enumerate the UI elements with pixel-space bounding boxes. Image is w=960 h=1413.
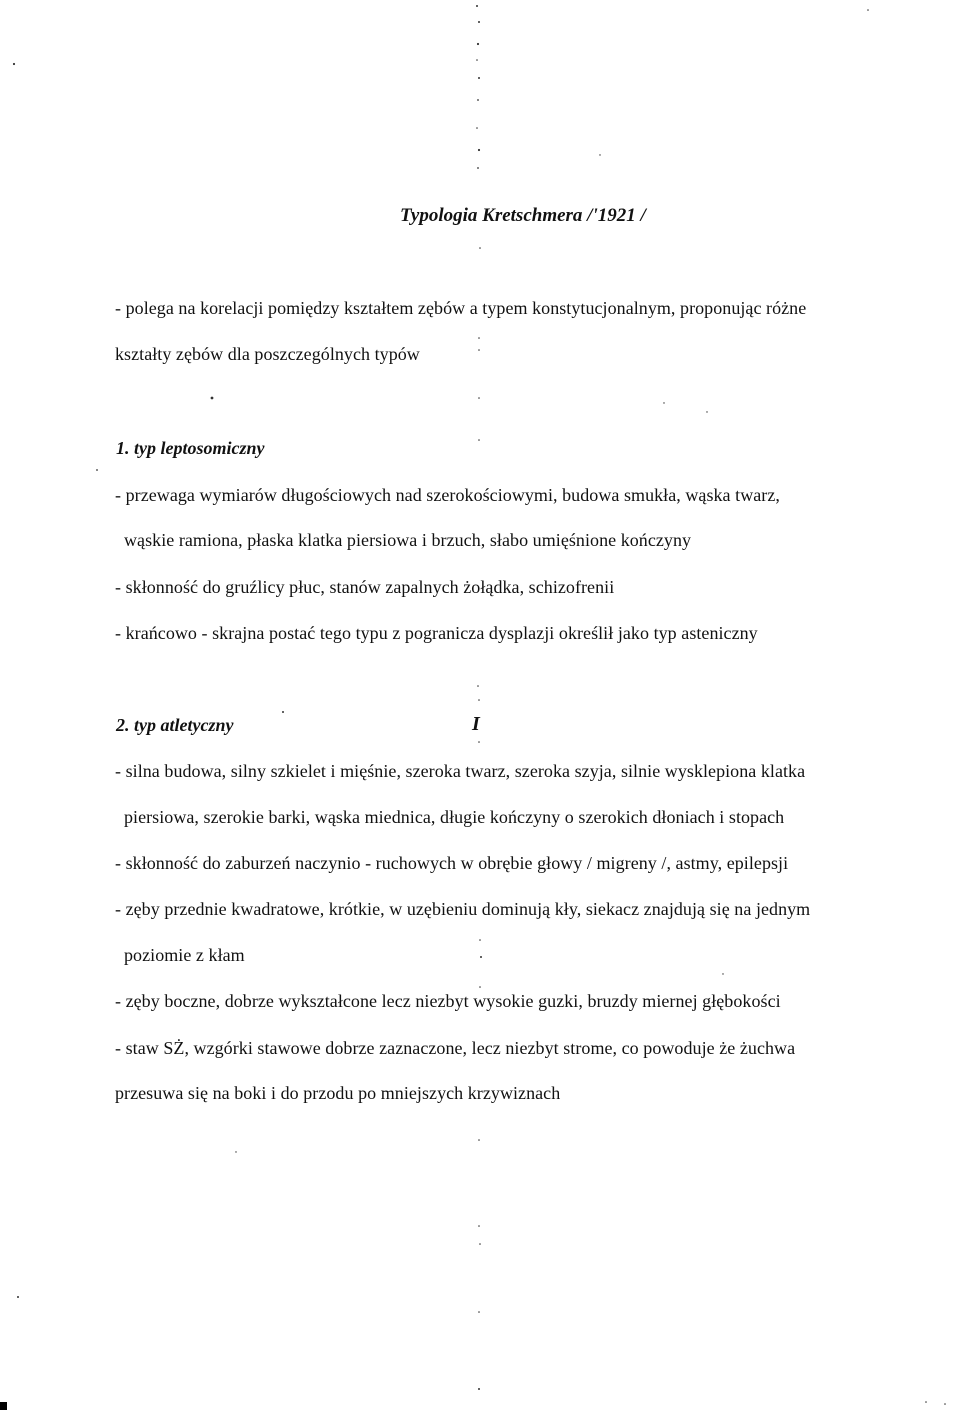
section-2-line: - silna budowa, silny szkielet i mięśnie, szeroka twarz, szeroka szyja, silnie wysklepiona klatka	[115, 761, 806, 781]
section-2-line: - zęby boczne, dobrze wykształcone lecz niezbyt wysokie guzki, bruzdy miernej głębokości	[115, 991, 781, 1011]
section-2-line: piersiowa, szerokie barki, wąska miednica, długie kończyny o szerokich dłoniach i stopach	[124, 807, 785, 827]
section-1-line: wąskie ramiona, płaska klatka piersiowa i brzuch, słabo umięśnione kończyny	[124, 530, 692, 550]
intro-line-2: kształty zębów dla poszczególnych typów	[115, 344, 420, 364]
section-1-line: - skłonność do gruźlicy płuc, stanów zapalnych żołądka, schizofrenii	[115, 577, 615, 597]
section-2-line: - zęby przednie kwadratowe, krótkie, w uzębieniu dominują kły, siekacz znajdują się na jednym	[115, 899, 811, 919]
section-2-line: - staw SŻ, wzgórki stawowe dobrze zaznaczone, lecz niezbyt strome, co powoduje że żuchwa	[115, 1038, 796, 1058]
section-2-heading: 2. typ atletyczny	[116, 715, 234, 735]
document-title: Typologia Kretschmera /'1921 /	[400, 205, 646, 226]
section-2-line: przesuwa się na boki i do przodu po mniejszych krzywiznach	[115, 1083, 561, 1103]
section-1-heading: 1. typ leptosomiczny	[116, 438, 265, 458]
scan-corner-mark	[0, 1402, 7, 1410]
section-2-line: poziomie z kłam	[124, 945, 245, 965]
margin-mark: I	[472, 713, 480, 735]
intro-line-1: - polega na korelacji pomiędzy kształtem zębów a typem konstytucjonalnym, proponując różne	[115, 298, 807, 318]
section-1-line: - przewaga wymiarów długościowych nad szerokościowymi, budowa smukła, wąska twarz,	[115, 485, 780, 505]
section-1-line: - krańcowo - skrajna postać tego typu z pogranicza dysplazji określił jako typ asteniczny	[115, 623, 758, 643]
section-2-line: - skłonność do zaburzeń naczynio - ruchowych w obrębie głowy / migreny /, astmy, epilepsji	[115, 853, 789, 873]
